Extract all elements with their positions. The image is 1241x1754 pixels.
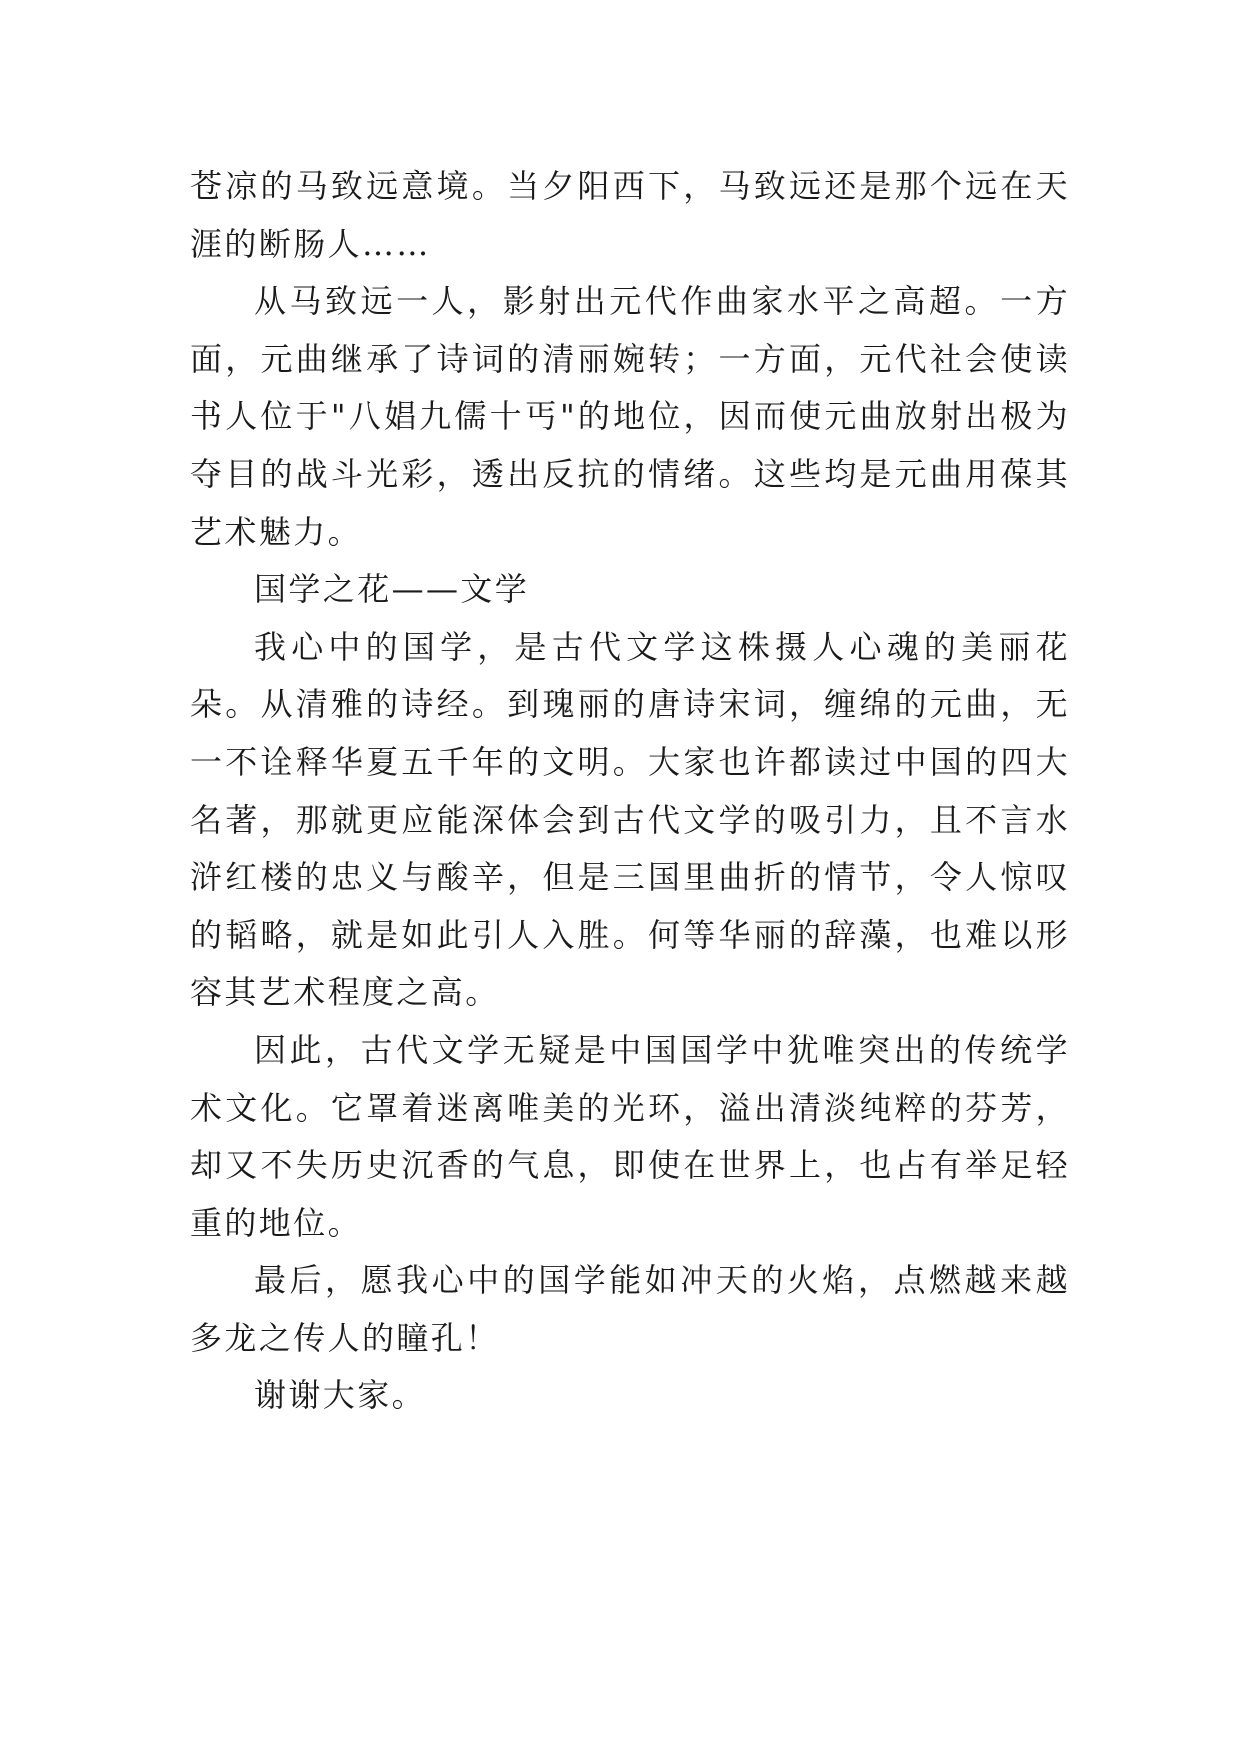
paragraph-continuation: 苍凉的马致远意境。当夕阳西下，马致远还是那个远在天涯的断肠人…… bbox=[190, 167, 1070, 263]
document-body bbox=[190, 158, 1070, 1425]
paragraph-yuanqu: 从马致远一人，影射出元代作曲家水平之高超。一方面，元曲继承了诗词的清丽婉转；一方面，元代社会使读书人位于"八娼九儒十丐"的地位，因而使元曲放射出极为夺目的战斗光彩，透出反抗的情绪。这些均是元曲用葆其艺术魅力。 bbox=[190, 282, 1070, 551]
paragraph-conclusion: 因此，古代文学无疑是中国国学中犹唯突出的传统学术文化。它罩着迷离唯美的光环，溢出清淡纯粹的芬芳，却又不失历史沉香的气息，即使在世界上，也占有举足轻重的地位。 bbox=[190, 1030, 1070, 1242]
section-heading: 国学之花——文学 bbox=[254, 570, 530, 609]
paragraph-thanks: 谢谢大家。 bbox=[254, 1376, 427, 1415]
paragraph-closing-wish: 最后，愿我心中的国学能如冲天的火焰，点燃越来越多龙之传人的瞳孔！ bbox=[190, 1261, 1070, 1357]
paragraph-literature: 我心中的国学，是古代文学这株摄人心魂的美丽花朵。从清雅的诗经。到瑰丽的唐诗宋词，缠绵的元曲，无一不诠释华夏五千年的文明。大家也许都读过中国的四大名著，那就更应能深体会到古代文学的吸引力，且不言水浒红楼的忠义与酸辛，但是三国里曲折的情节，令人惊叹的韬略，就是如此引人入胜。何等华丽的辞藻，也难以形容其艺术程度之高。 bbox=[190, 627, 1070, 1012]
